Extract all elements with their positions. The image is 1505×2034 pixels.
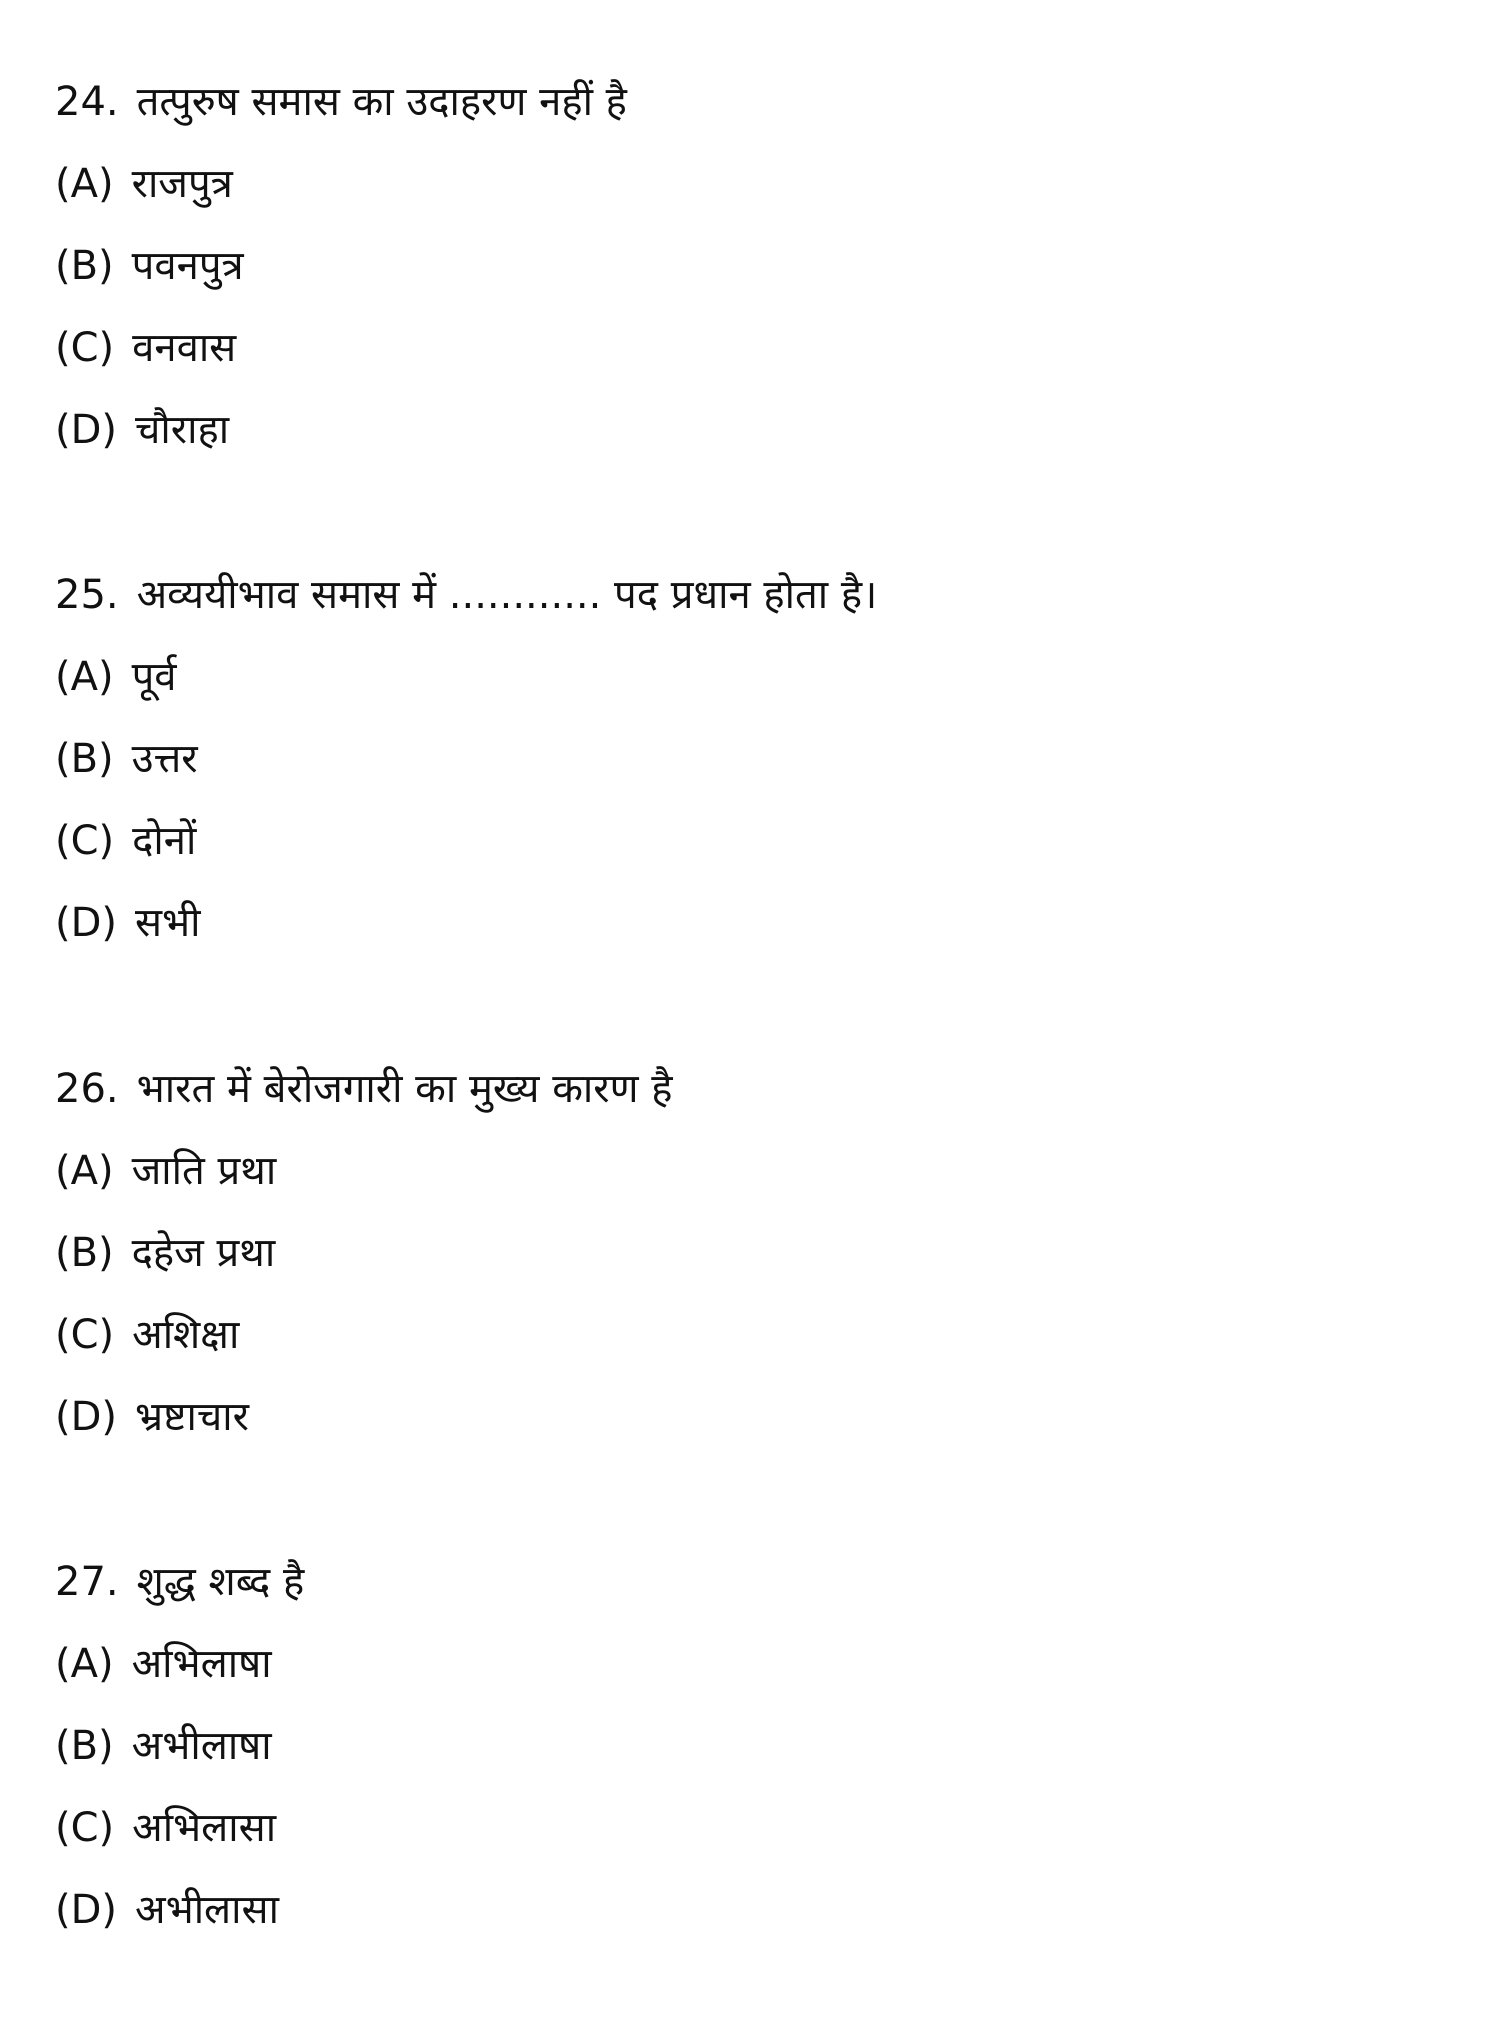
option-label: (A) bbox=[55, 654, 114, 700]
option-text: दहेज प्रथा bbox=[131, 1230, 276, 1276]
option-d bbox=[55, 1869, 1455, 1951]
question-stem bbox=[55, 1541, 1455, 1623]
option-b bbox=[55, 225, 1455, 307]
question-stem bbox=[55, 61, 1455, 143]
option-label: (A) bbox=[55, 1641, 114, 1687]
option-label: (B) bbox=[55, 1230, 114, 1276]
option-text: अभिलाषा bbox=[131, 1641, 272, 1687]
option-label: (C) bbox=[55, 1805, 115, 1851]
question-number: 24. bbox=[55, 79, 119, 125]
option-text: पवनपुत्र bbox=[131, 243, 244, 289]
option-a bbox=[55, 143, 1455, 225]
option-text: राजपुत्र bbox=[131, 161, 233, 207]
option-text: चौराहा bbox=[135, 407, 230, 453]
question-text: अव्ययीभाव समास में ............ पद प्रधान होता है। bbox=[136, 572, 878, 618]
question-text: तत्पुरुष समास का उदाहरण नहीं है bbox=[136, 79, 627, 125]
option-label: (D) bbox=[55, 1887, 118, 1933]
option-label: (B) bbox=[55, 243, 114, 289]
option-c bbox=[55, 1294, 1455, 1376]
option-label: (B) bbox=[55, 736, 114, 782]
question-number: 25. bbox=[55, 572, 119, 618]
option-label: (A) bbox=[55, 161, 114, 207]
option-b bbox=[55, 718, 1455, 800]
option-label: (B) bbox=[55, 1723, 114, 1769]
option-text: सभी bbox=[135, 900, 201, 946]
option-c bbox=[55, 1787, 1455, 1869]
question-number: 27. bbox=[55, 1559, 119, 1605]
option-text: अशिक्षा bbox=[132, 1312, 240, 1358]
option-b bbox=[55, 1705, 1455, 1787]
option-text: दोनों bbox=[132, 818, 197, 864]
option-text: अभीलाषा bbox=[131, 1723, 272, 1769]
question-27 bbox=[55, 1541, 1455, 1951]
option-text: वनवास bbox=[132, 325, 237, 371]
option-a bbox=[55, 1130, 1455, 1212]
option-c bbox=[55, 800, 1455, 882]
question-stem bbox=[55, 554, 1455, 636]
option-text: पूर्व bbox=[131, 654, 177, 700]
question-26 bbox=[55, 1048, 1455, 1458]
option-label: (A) bbox=[55, 1148, 114, 1194]
question-25 bbox=[55, 554, 1455, 964]
option-label: (D) bbox=[55, 1394, 118, 1440]
option-label: (D) bbox=[55, 407, 118, 453]
option-c bbox=[55, 307, 1455, 389]
question-stem bbox=[55, 1048, 1455, 1130]
question-text: शुद्ध शब्द है bbox=[136, 1559, 305, 1605]
question-text: भारत में बेरोजगारी का मुख्य कारण है bbox=[136, 1066, 673, 1112]
option-text: अभीलासा bbox=[135, 1887, 279, 1933]
option-text: जाति प्रथा bbox=[131, 1148, 277, 1194]
option-text: भ्रष्टाचार bbox=[135, 1394, 249, 1440]
option-text: उत्तर bbox=[131, 736, 198, 782]
option-label: (C) bbox=[55, 325, 115, 371]
option-label: (C) bbox=[55, 818, 115, 864]
question-number: 26. bbox=[55, 1066, 119, 1112]
option-d bbox=[55, 1376, 1455, 1458]
option-d bbox=[55, 882, 1455, 964]
option-label: (D) bbox=[55, 900, 118, 946]
option-label: (C) bbox=[55, 1312, 115, 1358]
option-a bbox=[55, 636, 1455, 718]
question-24 bbox=[55, 61, 1455, 471]
option-a bbox=[55, 1623, 1455, 1705]
option-text: अभिलासा bbox=[132, 1805, 277, 1851]
option-d bbox=[55, 389, 1455, 471]
option-b bbox=[55, 1212, 1455, 1294]
